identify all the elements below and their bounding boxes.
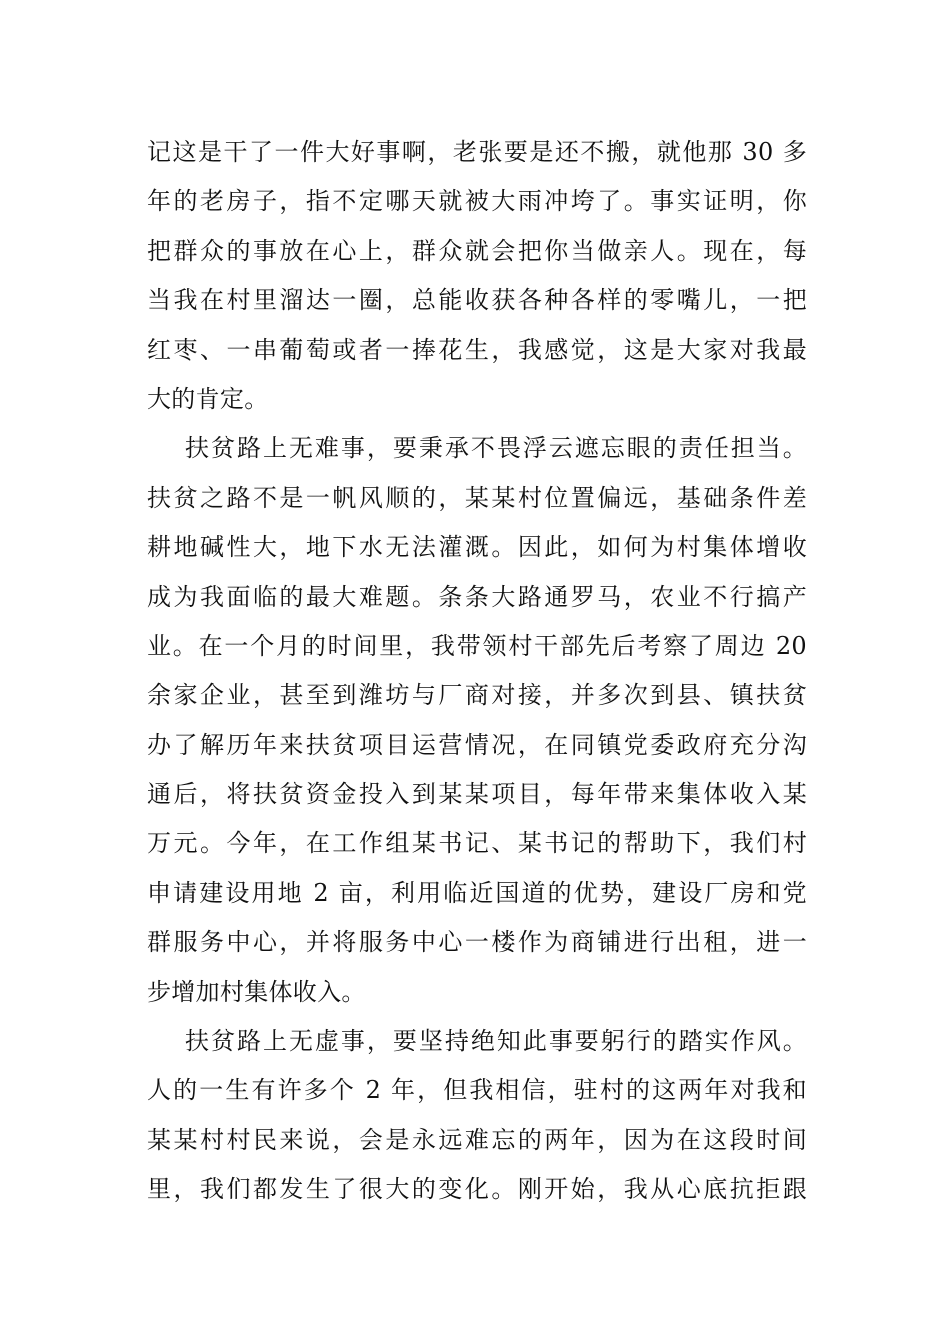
text-line: 记这是干了一件大好事啊，老张要是还不搬，就他那 30 多 xyxy=(147,138,807,166)
paragraph-first-line: 扶贫路上无虚事，要坚持绝知此事要躬行的踏实作风。 xyxy=(185,1027,807,1056)
text-line: 成为我面临的最大难题。条条大路通罗马，农业不行搞产 xyxy=(147,582,807,611)
document-body xyxy=(147,128,807,1215)
paragraph-first-line: 扶贫路上无难事，要秉承不畏浮云遮忘眼的责任担当。 xyxy=(185,434,807,463)
text-line: 扶贫之路不是一帆风顺的，某某村位置偏远，基础条件差 xyxy=(147,483,807,512)
text-line: 步增加村集体收入。 xyxy=(147,977,366,1006)
text-line: 当我在村里溜达一圈，总能收获各种各样的零嘴儿，一把 xyxy=(147,286,807,315)
text-line: 万元。今年，在工作组某书记、某书记的帮助下，我们村 xyxy=(147,829,807,858)
text-line: 里，我们都发生了很大的变化。刚开始，我从心底抗拒跟 xyxy=(147,1175,807,1204)
text-line: 红枣、一串葡萄或者一捧花生，我感觉，这是大家对我最 xyxy=(147,335,807,364)
text-line: 年的老房子，指不定哪天就被大雨冲垮了。事实证明，你 xyxy=(147,187,807,216)
text-line: 业。在一个月的时间里，我带领村干部先后考察了周边 20 xyxy=(147,631,807,660)
text-line: 把群众的事放在心上，群众就会把你当做亲人。现在，每 xyxy=(147,236,807,265)
text-line: 申请建设用地 2 亩，利用临近国道的优势，建设厂房和党 xyxy=(147,878,807,907)
text-line: 人的一生有许多个 2 年，但我相信，驻村的这两年对我和 xyxy=(147,1076,807,1105)
text-line: 耕地碱性大，地下水无法灌溉。因此，如何为村集体增收 xyxy=(147,533,807,562)
text-line: 办了解历年来扶贫项目运营情况，在同镇党委政府充分沟 xyxy=(147,730,807,759)
text-line: 群服务中心，并将服务中心一楼作为商铺进行出租，进一 xyxy=(147,928,807,957)
text-line: 余家企业，甚至到潍坊与厂商对接，并多次到县、镇扶贫 xyxy=(147,681,807,710)
text-line: 通后，将扶贫资金投入到某某项目，每年带来集体收入某 xyxy=(147,780,807,809)
text-line: 某某村村民来说，会是永远难忘的两年，因为在这段时间 xyxy=(147,1125,807,1154)
text-line: 大的肯定。 xyxy=(147,384,269,413)
